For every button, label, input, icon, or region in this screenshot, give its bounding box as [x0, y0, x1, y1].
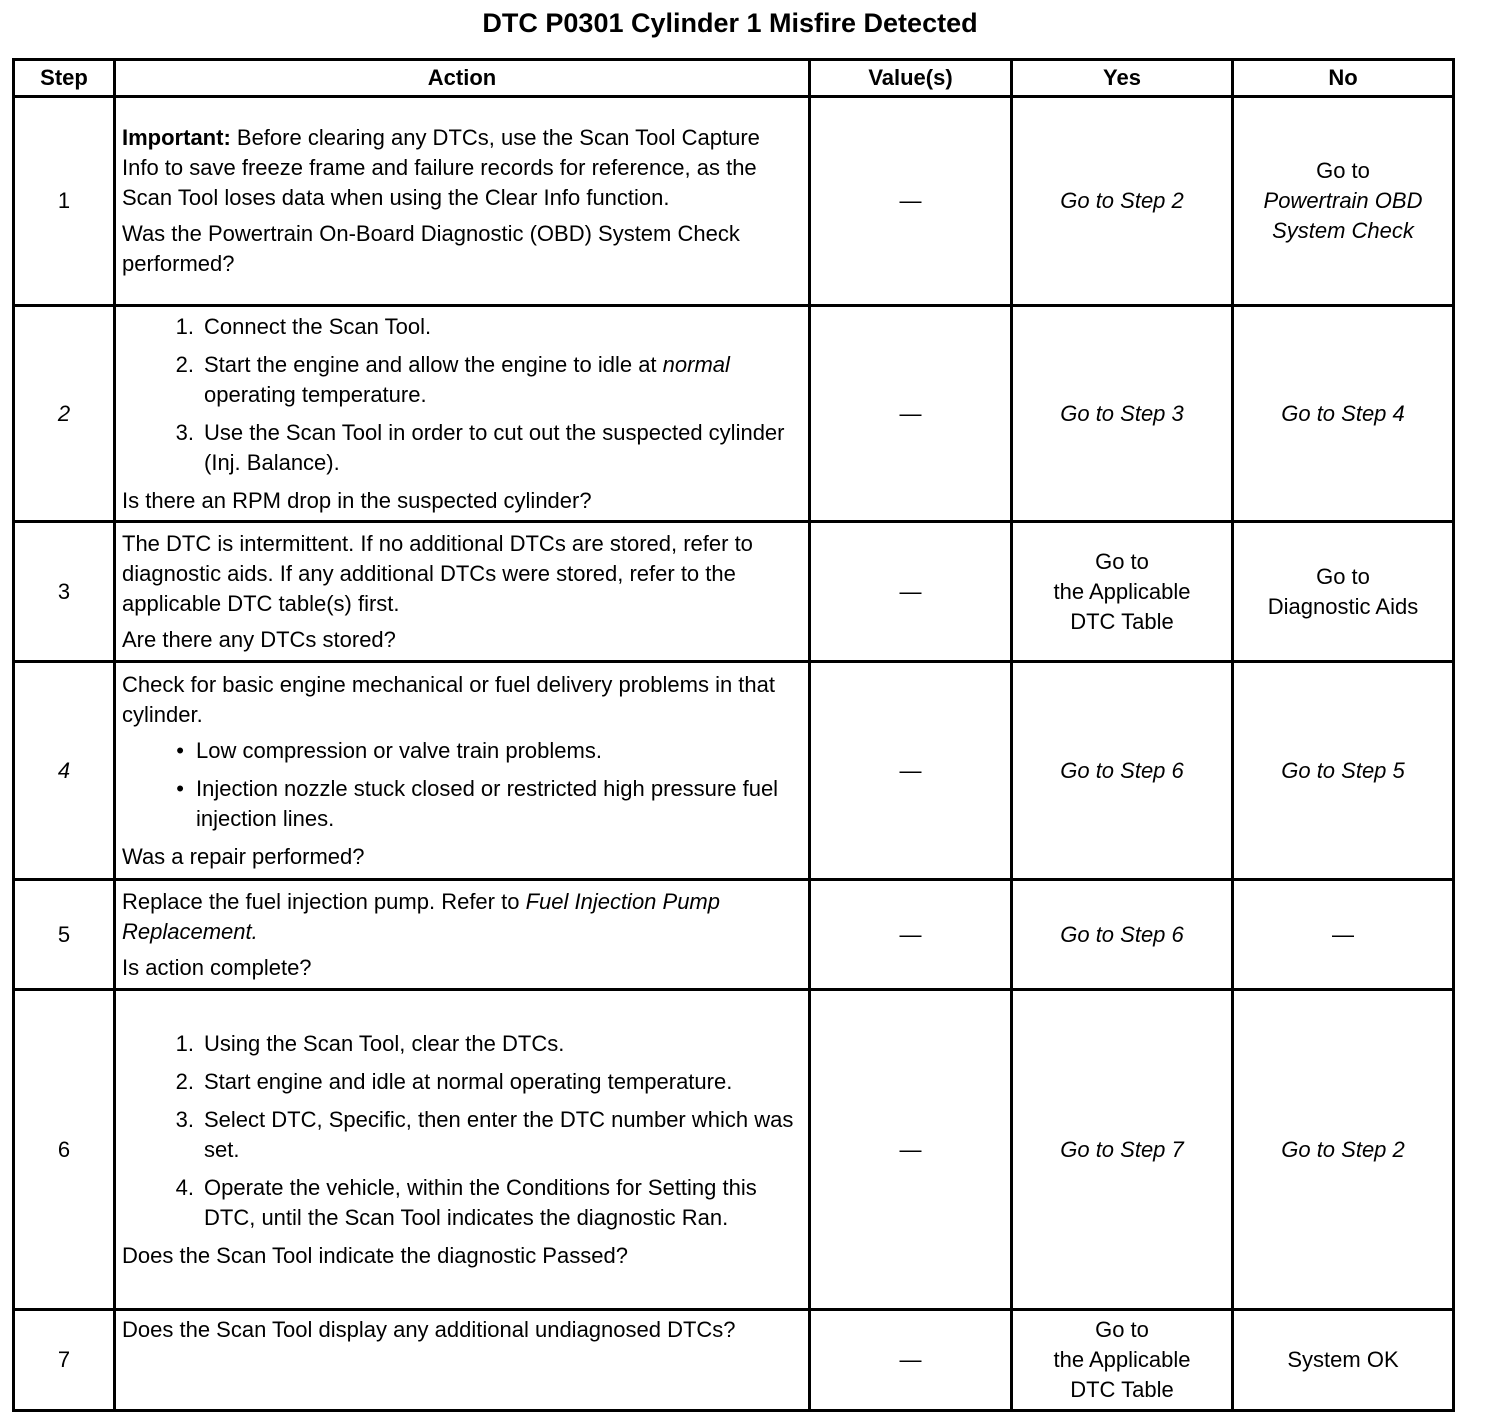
value-cell: — — [810, 662, 1012, 880]
step-number: 3 — [14, 522, 115, 662]
header-step: Step — [14, 60, 115, 97]
list-item: • Low compression or valve train problems. — [176, 737, 602, 763]
header-no: No — [1233, 60, 1454, 97]
action-question: Does the Scan Tool display any additional undiagnosed DTCs? — [122, 1317, 736, 1342]
table-row — [14, 1310, 1454, 1411]
action-cell — [115, 522, 810, 662]
table-row — [14, 97, 1454, 306]
table-row — [14, 662, 1454, 880]
list-item: 1. Using the Scan Tool, clear the DTCs. — [175, 1030, 565, 1056]
value-cell: — — [810, 306, 1012, 522]
action-cell — [115, 880, 810, 990]
important-label: Important: — [122, 125, 231, 150]
action-question: Does the Scan Tool indicate the diagnostic Passed? — [122, 1242, 628, 1268]
step-number: 4 — [14, 662, 115, 880]
step-number: 2 — [14, 306, 115, 522]
diagnostic-table — [12, 58, 1455, 1412]
step-number: 1 — [14, 97, 115, 306]
yes-link[interactable]: Go to Step 6 — [1012, 880, 1233, 990]
important-note — [122, 123, 802, 213]
yes-link[interactable]: Go to Step 2 — [1012, 97, 1233, 306]
list-item: 1. Connect the Scan Tool. — [175, 313, 432, 339]
yes-link[interactable]: Go to Step 6 — [1012, 662, 1233, 880]
list-item: 3. Use the Scan Tool in order to cut out the suspected cylinder (Inj. Balance). — [175, 419, 785, 475]
list-item: 4. Operate the vehicle, within the Conditions for Setting this DTC, until the Scan Tool indicates the diagnostic Ran. — [175, 1174, 757, 1230]
action-cell — [115, 662, 810, 880]
header-values: Value(s) — [810, 60, 1012, 97]
value-cell: — — [810, 990, 1012, 1310]
header-yes: Yes — [1012, 60, 1233, 97]
list-item: 2. Start the engine and allow the engine to idle at normal operating temperature. — [175, 351, 730, 407]
no-cell: System OK — [1233, 1310, 1454, 1411]
no-cell[interactable] — [1233, 97, 1454, 306]
reference-link[interactable]: Fuel Injection Pump Replacement. — [122, 888, 720, 944]
value-cell: — — [810, 97, 1012, 306]
step-number: 7 — [14, 1310, 115, 1411]
list-item: 2. Start engine and idle at normal operating temperature. — [175, 1068, 733, 1094]
numbered-list — [122, 1029, 802, 1233]
action-cell — [115, 1310, 810, 1411]
no-ref-line-1: Powertrain OBD — [1263, 188, 1423, 213]
important-text: Before clearing any DTCs, use the Scan Tool Capture Info to save freeze frame and failure records for reference, as the Scan Tool loses data when using the Clear Info function. — [122, 125, 760, 210]
bullet-list — [122, 736, 802, 834]
action-text: Replace the fuel injection pump. Refer to Fuel Injection Pump Replacement. — [122, 888, 720, 944]
action-cell — [115, 97, 810, 306]
table-header-row — [14, 60, 1454, 97]
action-question: Is action complete? — [122, 954, 312, 980]
yes-cell[interactable]: Go to the Applicable DTC Table — [1012, 1310, 1233, 1411]
action-question: Are there any DTCs stored? — [122, 626, 396, 652]
action-cell — [115, 990, 810, 1310]
value-cell: — — [810, 1310, 1012, 1411]
action-text: Check for basic engine mechanical or fuel delivery problems in that cylinder. — [122, 671, 775, 727]
header-action: Action — [115, 60, 810, 97]
table-row — [14, 522, 1454, 662]
value-cell: — — [810, 880, 1012, 990]
page-title: DTC P0301 Cylinder 1 Misfire Detected — [482, 8, 978, 38]
list-item: • Injection nozzle stuck closed or restricted high pressure fuel injection lines. — [176, 775, 779, 831]
value-cell: — — [810, 522, 1012, 662]
no-link[interactable]: Go to Step 2 — [1233, 990, 1454, 1310]
no-prefix: Go to — [1316, 158, 1370, 183]
action-cell — [115, 306, 810, 522]
no-cell[interactable]: Go to Diagnostic Aids — [1233, 522, 1454, 662]
table-row — [14, 306, 1454, 522]
yes-link[interactable]: Go to Step 7 — [1012, 990, 1233, 1310]
no-link[interactable]: Go to Step 4 — [1233, 306, 1454, 522]
step-number: 5 — [14, 880, 115, 990]
no-ref-line-2: System Check — [1272, 218, 1414, 243]
list-item: 3. Select DTC, Specific, then enter the DTC number which was set. — [175, 1106, 794, 1162]
numbered-list — [122, 312, 802, 478]
no-cell: — — [1233, 880, 1454, 990]
step-number: 6 — [14, 990, 115, 1310]
action-question: Was a repair performed? — [122, 843, 365, 869]
action-question: Is there an RPM drop in the suspected cylinder? — [122, 487, 592, 513]
table-row — [14, 990, 1454, 1310]
table-row — [14, 880, 1454, 990]
yes-cell[interactable]: Go to the Applicable DTC Table — [1012, 522, 1233, 662]
action-text: The DTC is intermittent. If no additional DTCs are stored, refer to diagnostic aids. If any additional DTCs were stored, refer to the applicable DTC table(s) first. — [122, 530, 753, 616]
action-question: Was the Powertrain On-Board Diagnostic (OBD) System Check performed? — [122, 221, 740, 276]
yes-link[interactable]: Go to Step 3 — [1012, 306, 1233, 522]
no-link[interactable]: Go to Step 5 — [1233, 662, 1454, 880]
